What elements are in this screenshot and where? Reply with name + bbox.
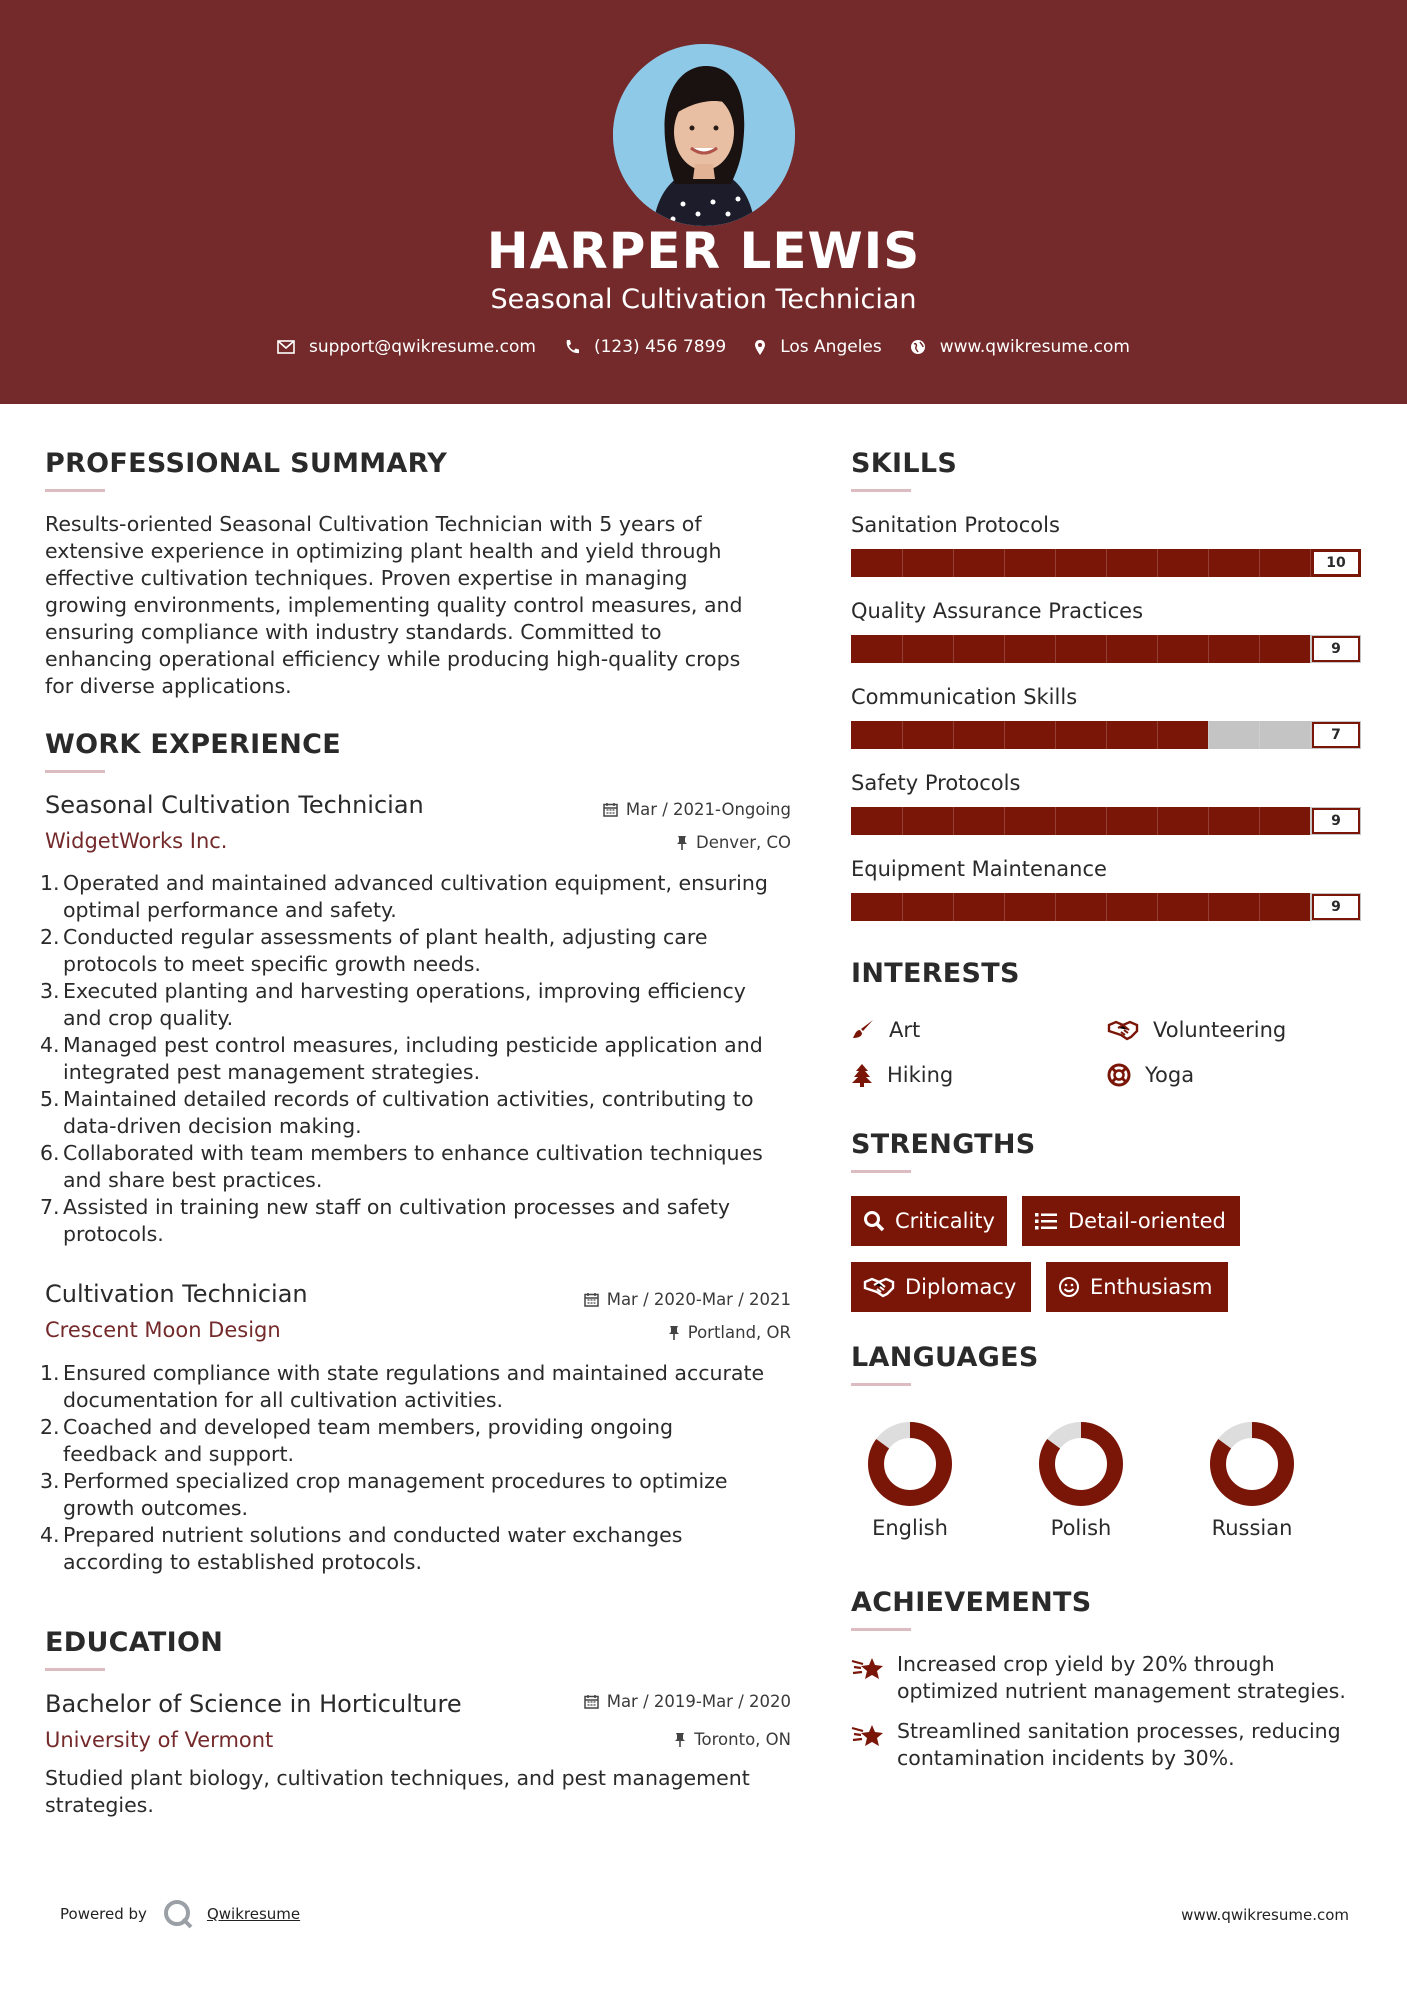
language-donut — [1031, 1414, 1131, 1514]
resume-header — [0, 0, 1407, 404]
paintbrush-icon — [851, 1018, 875, 1042]
pushpin-icon — [668, 1325, 680, 1341]
job-location — [500, 1323, 791, 1342]
summary-line: Results-oriented Seasonal Cultivation Technician with 5 years of — [45, 512, 702, 536]
calendar-icon — [584, 1694, 599, 1709]
job-dates — [500, 800, 791, 819]
website-text: www.qwikresume.com — [939, 337, 1130, 357]
job-location — [500, 833, 791, 852]
skill-bar-divider — [1055, 635, 1056, 663]
skill-bar-divider — [953, 893, 954, 921]
skills-underline — [851, 489, 911, 492]
interest-volunteering — [1107, 1018, 1286, 1042]
list-item: 3. Executed planting and harvesting operations, improving efficiency and crop quality. — [40, 979, 746, 1030]
email-text: support@qwikresume.com — [309, 337, 536, 357]
skill-bar — [851, 721, 1361, 749]
location-text: Los Angeles — [780, 337, 882, 357]
shooting-star-icon — [851, 1722, 885, 1748]
skill-bar-divider — [1055, 807, 1056, 835]
skill-bar-divider — [1106, 893, 1107, 921]
skill-name: Equipment Maintenance — [851, 857, 1107, 881]
skill-bar-divider — [1055, 893, 1056, 921]
interest-yoga — [1107, 1063, 1194, 1087]
skill-bar-divider — [1310, 807, 1311, 835]
achievement-item — [851, 1651, 1346, 1705]
skill-bar-divider — [1106, 807, 1107, 835]
skill-bar-divider — [1310, 635, 1311, 663]
calendar-icon — [603, 802, 618, 817]
job-bullets — [40, 870, 805, 1248]
summary-line: effective cultivation techniques. Proven expertise in managing — [45, 566, 688, 590]
skill-bar-divider — [1259, 893, 1260, 921]
skill-bar-divider — [902, 549, 903, 577]
education-location-text: Toronto, ON — [694, 1730, 791, 1749]
job-dates-text: Mar / 2021-Ongoing — [625, 800, 791, 819]
skill-bar-divider — [1259, 549, 1260, 577]
life-ring-icon — [1107, 1063, 1131, 1087]
achievement-item — [851, 1718, 1341, 1772]
skill-bar-divider — [1310, 549, 1311, 577]
language-donut — [1202, 1414, 1302, 1514]
skill-bar-divider — [1004, 635, 1005, 663]
summary-line: enhancing operational efficiency while producing high-quality crops — [45, 647, 741, 671]
education-heading: EDUCATION — [45, 1627, 224, 1658]
interest-hiking — [851, 1063, 953, 1087]
languages-heading: LANGUAGES — [851, 1342, 1039, 1373]
skill-bar — [851, 635, 1361, 663]
interest-label: Hiking — [887, 1063, 954, 1087]
interest-label: Volunteering — [1153, 1018, 1287, 1042]
footer-url[interactable]: www.qwikresume.com — [1181, 1906, 1349, 1924]
education-location — [500, 1730, 791, 1749]
summary-line: for diverse applications. — [45, 674, 292, 698]
skill-bar-divider — [1004, 807, 1005, 835]
phone-icon — [564, 339, 580, 355]
list-item: 1. Operated and maintained advanced cultivation equipment, ensuring optimal performance and safety. — [40, 871, 768, 922]
skill-bar-divider — [953, 807, 954, 835]
phone-text: (123) 456 7899 — [593, 337, 727, 357]
pushpin-icon — [676, 835, 688, 851]
job-location-text: Portland, OR — [687, 1323, 791, 1342]
company-name: Crescent Moon Design — [45, 1318, 281, 1342]
job-title: Seasonal Cultivation Technician — [45, 791, 424, 819]
experience-underline — [45, 770, 105, 773]
skills-heading: SKILLS — [851, 448, 958, 479]
skill-name: Safety Protocols — [851, 771, 1021, 795]
skill-bar-fill — [851, 635, 1310, 663]
skill-bar-divider — [1208, 549, 1209, 577]
list-item: 6. Collaborated with team members to enhance cultivation techniques and share best practices. — [40, 1141, 763, 1192]
footer-powered-by — [60, 1897, 300, 1931]
education-line: Studied plant biology, cultivation techniques, and pest management — [45, 1766, 750, 1790]
skill-bar-divider — [1157, 807, 1158, 835]
skill-bar-fill — [851, 893, 1310, 921]
skill-bar-divider — [1106, 635, 1107, 663]
strength-chip-diplomacy — [851, 1262, 1031, 1312]
list-item: 2. Coached and developed team members, providing ongoing feedback and support. — [40, 1415, 674, 1466]
skill-bar-divider — [1157, 721, 1158, 749]
interest-label: Yoga — [1145, 1063, 1195, 1087]
job-location-text: Denver, CO — [695, 833, 791, 852]
skill-score-badge: 9 — [1312, 894, 1360, 920]
strength-chip-enthusiasm — [1046, 1262, 1228, 1312]
languages-underline — [851, 1383, 911, 1386]
interests-heading: INTERESTS — [851, 958, 1020, 989]
skill-score-badge: 9 — [1312, 808, 1360, 834]
list-icon — [1034, 1211, 1058, 1231]
degree-title: Bachelor of Science in Horticulture — [45, 1690, 462, 1718]
summary-text — [45, 511, 785, 700]
contact-phone[interactable] — [564, 337, 726, 357]
language-donut — [860, 1414, 960, 1514]
strengths-heading: STRENGTHS — [851, 1129, 1036, 1160]
skill-bar-divider — [1055, 549, 1056, 577]
strengths-underline — [851, 1170, 911, 1173]
strength-label: Diplomacy — [905, 1275, 1017, 1299]
skill-bar-divider — [953, 549, 954, 577]
skill-bar-divider — [1106, 721, 1107, 749]
profile-photo — [613, 44, 795, 226]
summary-line: ensuring compliance with industry standards. Committed to — [45, 620, 662, 644]
smile-icon — [1058, 1276, 1080, 1298]
list-item: 4. Managed pest control measures, including pesticide application and integrated pest management strategies. — [40, 1033, 763, 1084]
skill-bar — [851, 549, 1361, 577]
education-line: strategies. — [45, 1793, 154, 1817]
skill-bar-divider — [1106, 549, 1107, 577]
calendar-icon — [584, 1292, 599, 1307]
skill-bar-divider — [1208, 893, 1209, 921]
map-pin-icon — [754, 339, 766, 356]
skill-score-badge: 10 — [1312, 550, 1360, 576]
skill-bar-divider — [953, 721, 954, 749]
skill-score-badge: 7 — [1312, 722, 1360, 748]
summary-underline — [45, 489, 105, 492]
skill-bar-divider — [1004, 721, 1005, 749]
handshake-icon — [1107, 1019, 1139, 1041]
skill-name: Quality Assurance Practices — [851, 599, 1144, 623]
achievements-heading: ACHIEVEMENTS — [851, 1587, 1092, 1618]
achievement-line: optimized nutrient management strategies. — [897, 1679, 1346, 1703]
education-dates-text: Mar / 2019-Mar / 2020 — [606, 1692, 791, 1711]
skill-bar-divider — [1310, 893, 1311, 921]
skill-bar-fill — [851, 721, 1208, 749]
summary-line: extensive experience in optimizing plant health and yield through — [45, 539, 722, 563]
skill-bar-divider — [1004, 893, 1005, 921]
list-item: 2. Conducted regular assessments of plant health, adjusting care protocols to meet specific growth needs. — [40, 925, 708, 976]
pushpin-icon — [674, 1732, 686, 1748]
interest-art — [851, 1018, 920, 1042]
achievement-line: Streamlined sanitation processes, reducing — [897, 1719, 1341, 1743]
summary-heading: PROFESSIONAL SUMMARY — [45, 448, 448, 479]
education-description — [45, 1765, 805, 1819]
qwikresume-link[interactable]: Qwikresume — [206, 1905, 301, 1923]
strength-label: Criticality — [895, 1209, 995, 1233]
summary-line: growing environments, implementing quality control measures, and — [45, 593, 743, 617]
contact-website[interactable] — [910, 337, 1130, 357]
shooting-star-icon — [851, 1655, 885, 1681]
job-title: Cultivation Technician — [45, 1280, 308, 1308]
experience-heading: WORK EXPERIENCE — [45, 729, 341, 760]
skill-bar-divider — [953, 635, 954, 663]
skill-bar-divider — [1157, 549, 1158, 577]
job-dates-text: Mar / 2020-Mar / 2021 — [606, 1290, 791, 1309]
language-name: Polish — [1050, 1516, 1112, 1540]
skill-bar — [851, 807, 1361, 835]
globe-icon — [910, 339, 926, 355]
company-name: WidgetWorks Inc. — [45, 829, 228, 853]
achievement-line: Increased crop yield by 20% through — [897, 1652, 1275, 1676]
contact-email[interactable] — [277, 337, 536, 357]
candidate-name: HARPER LEWIS — [486, 222, 921, 280]
achievements-underline — [851, 1628, 911, 1631]
language-name: Russian — [1211, 1516, 1293, 1540]
list-item: 1. Ensured compliance with state regulations and maintained accurate documentation for all cultivation activities. — [40, 1361, 765, 1412]
skill-bar-divider — [1208, 635, 1209, 663]
skill-score-badge: 9 — [1312, 636, 1360, 662]
qwikresume-logo-icon — [161, 1897, 195, 1931]
interest-label: Art — [889, 1018, 921, 1042]
search-icon — [863, 1210, 885, 1232]
list-item: 3. Performed specialized crop management procedures to optimize growth outcomes. — [40, 1469, 728, 1520]
candidate-title: Seasonal Cultivation Technician — [490, 284, 917, 315]
skill-bar-divider — [902, 635, 903, 663]
list-item: 4. Prepared nutrient solutions and conducted water exchanges according to established protocols. — [40, 1523, 683, 1574]
list-item: 7. Assisted in training new staff on cultivation processes and safety protocols. — [40, 1195, 731, 1246]
skill-bar-divider — [1208, 721, 1209, 749]
school-name: University of Vermont — [45, 1728, 274, 1752]
skill-bar-divider — [1208, 807, 1209, 835]
contact-location — [754, 337, 882, 357]
skill-bar-divider — [902, 721, 903, 749]
skill-bar-divider — [902, 893, 903, 921]
job-dates — [500, 1290, 791, 1309]
handshake-icon — [863, 1276, 895, 1298]
skill-bar-fill — [851, 807, 1310, 835]
envelope-icon — [277, 340, 295, 354]
education-underline — [45, 1668, 105, 1671]
skill-bar-divider — [1157, 893, 1158, 921]
contact-bar — [0, 337, 1407, 357]
skill-name: Communication Skills — [851, 685, 1078, 709]
achievement-line: contamination incidents by 30%. — [897, 1746, 1235, 1770]
list-item: 5. Maintained detailed records of cultivation activities, contributing to data-driven decision making. — [40, 1087, 754, 1138]
skill-bar-divider — [1310, 721, 1311, 749]
strength-chip-criticality — [851, 1196, 1007, 1246]
skill-bar-divider — [902, 807, 903, 835]
strength-chip-detail-oriented — [1022, 1196, 1240, 1246]
skill-bar-divider — [1157, 635, 1158, 663]
education-dates — [500, 1692, 791, 1711]
skill-bar-divider — [1004, 549, 1005, 577]
strength-label: Enthusiasm — [1090, 1275, 1213, 1299]
job-bullets — [40, 1360, 805, 1576]
language-name: English — [872, 1516, 948, 1540]
skill-bar-divider — [1055, 721, 1056, 749]
skill-bar-divider — [1259, 635, 1260, 663]
skill-name: Sanitation Protocols — [851, 513, 1060, 537]
strength-label: Detail-oriented — [1068, 1209, 1226, 1233]
skill-bar-divider — [1259, 807, 1260, 835]
powered-by-text: Powered by — [60, 1905, 147, 1923]
tree-icon — [851, 1063, 873, 1087]
skill-bar-divider — [1259, 721, 1260, 749]
skill-bar — [851, 893, 1361, 921]
